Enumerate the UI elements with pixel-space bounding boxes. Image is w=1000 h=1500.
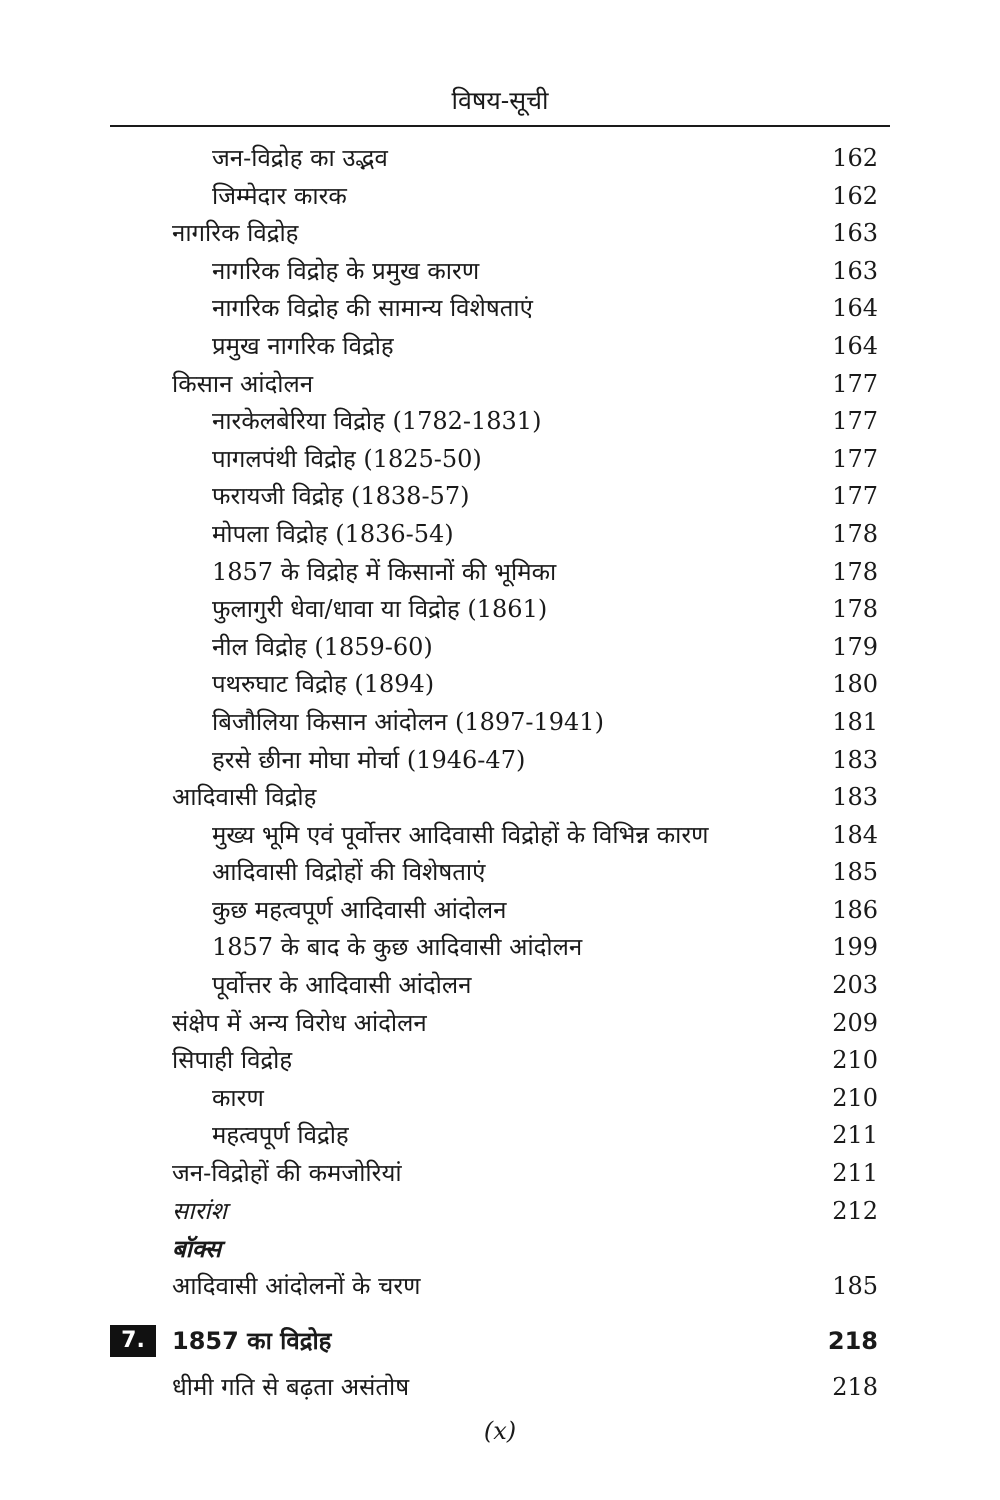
toc-entry-page-number: 179 bbox=[832, 632, 878, 661]
toc-entry[interactable] bbox=[0, 1193, 1000, 1231]
toc-entry[interactable] bbox=[0, 1369, 1000, 1407]
toc-entry-page-number: 177 bbox=[832, 407, 878, 436]
toc-entry-title: जन-विद्रोह का उद्भव bbox=[212, 144, 388, 172]
toc-entry-title: कारण bbox=[212, 1083, 264, 1112]
toc-entry-title: 1857 के विद्रोह में किसानों की भूमिका bbox=[212, 557, 557, 586]
toc-entry[interactable] bbox=[0, 742, 1000, 780]
toc-entry-title: जन-विद्रोहों की कमजोरियां bbox=[172, 1159, 402, 1188]
chapter-gap bbox=[0, 1305, 1000, 1319]
toc-entry-title: पूर्वोत्तर के आदिवासी आंदोलन bbox=[212, 971, 472, 1000]
toc-entry-page-number: 163 bbox=[832, 256, 878, 285]
toc-entry[interactable] bbox=[0, 366, 1000, 404]
toc-entry-title: नागरिक विद्रोह bbox=[172, 219, 299, 248]
toc-entry-page-number: 180 bbox=[832, 670, 878, 699]
toc-entry-title: बिजौलिया किसान आंदोलन (1897-1941) bbox=[212, 707, 604, 736]
toc-entry[interactable] bbox=[0, 178, 1000, 216]
toc-entry[interactable] bbox=[0, 290, 1000, 328]
toc-entry[interactable] bbox=[0, 516, 1000, 554]
toc-entry[interactable] bbox=[0, 478, 1000, 516]
toc-entry[interactable] bbox=[0, 253, 1000, 291]
toc-entry-title: मुख्य भूमि एवं पूर्वोत्तर आदिवासी विद्रोहों के विभिन्न कारण bbox=[212, 820, 709, 849]
toc-entry[interactable] bbox=[0, 892, 1000, 930]
toc-entry[interactable] bbox=[0, 591, 1000, 629]
toc-entry-page-number: 178 bbox=[832, 519, 878, 548]
toc-entry-title: सिपाही विद्रोह bbox=[172, 1046, 293, 1075]
toc-entry-page-number: 177 bbox=[832, 444, 878, 473]
toc-entry-title: नागरिक विद्रोह के प्रमुख कारण bbox=[212, 256, 480, 285]
chapter-number-badge: 7. bbox=[110, 1325, 156, 1357]
toc-entry-page-number: 186 bbox=[832, 895, 878, 924]
toc-entry-title: आदिवासी आंदोलनों के चरण bbox=[172, 1271, 421, 1300]
toc-entry-page-number: 211 bbox=[832, 1121, 878, 1150]
toc-entry[interactable] bbox=[0, 140, 1000, 178]
toc-entry-title: हरसे छीना मोघा मोर्चा (1946-47) bbox=[212, 745, 526, 774]
toc-entry-page-number: 177 bbox=[832, 369, 878, 398]
toc-entry-title: बॉक्स bbox=[172, 1234, 222, 1264]
toc-entry-page-number: 210 bbox=[832, 1046, 878, 1075]
toc-entry-title: आदिवासी विद्रोहों की विशेषताएं bbox=[212, 858, 486, 887]
toc-entry-page-number: 203 bbox=[832, 971, 878, 1000]
toc-entry-title: फरायजी विद्रोह (1838-57) bbox=[212, 482, 470, 511]
toc-entry-page-number: 211 bbox=[832, 1159, 878, 1188]
toc-entry-title: नागरिक विद्रोह की सामान्य विशेषताएं bbox=[212, 294, 533, 323]
toc-entry[interactable] bbox=[0, 629, 1000, 667]
toc-entry-page-number: 164 bbox=[832, 331, 878, 360]
toc-entry-page-number: 183 bbox=[832, 745, 878, 774]
toc-entry-title: मोपला विद्रोह (1836-54) bbox=[212, 519, 454, 548]
toc-entry-page-number: 177 bbox=[832, 482, 878, 511]
toc-entry-title: पथरुघाट विद्रोह (1894) bbox=[212, 670, 435, 699]
toc-entry-page-number: 185 bbox=[832, 858, 878, 887]
toc-entries bbox=[0, 140, 1000, 1305]
toc-entry-title: सारांश bbox=[172, 1196, 227, 1225]
toc-entry-page-number: 162 bbox=[832, 181, 878, 210]
chapter-page-number: 218 bbox=[827, 1327, 878, 1356]
toc-entry[interactable] bbox=[0, 967, 1000, 1005]
toc-entry-title: पागलपंथी विद्रोह (1825-50) bbox=[212, 444, 482, 473]
chapter-title: 1857 का विद्रोह bbox=[172, 1327, 332, 1356]
table-of-contents bbox=[0, 140, 1000, 1407]
toc-entry[interactable] bbox=[0, 441, 1000, 479]
page-header-title: विषय-सूची bbox=[451, 86, 549, 115]
toc-entry-page-number: 178 bbox=[832, 557, 878, 586]
toc-entry-page-number: 199 bbox=[832, 933, 878, 962]
toc-entry[interactable] bbox=[0, 854, 1000, 892]
toc-entry[interactable] bbox=[0, 1268, 1000, 1306]
toc-entry[interactable] bbox=[0, 328, 1000, 366]
toc-entry[interactable] bbox=[0, 1117, 1000, 1155]
toc-entry-title: नील विद्रोह (1859-60) bbox=[212, 632, 433, 661]
toc-entry[interactable] bbox=[0, 554, 1000, 592]
toc-entry-page-number: 183 bbox=[832, 783, 878, 812]
toc-entry[interactable] bbox=[0, 779, 1000, 817]
toc-entry-title: कुछ महत्वपूर्ण आदिवासी आंदोलन bbox=[212, 895, 507, 924]
toc-entry-page-number: 210 bbox=[832, 1083, 878, 1112]
toc-entry-page-number: 163 bbox=[832, 219, 878, 248]
toc-entry-title: जिम्मेदार कारक bbox=[212, 181, 347, 210]
toc-entry-title: संक्षेप में अन्य विरोध आंदोलन bbox=[172, 1008, 427, 1037]
page-number-footer: (x) bbox=[483, 1417, 517, 1445]
toc-entry[interactable] bbox=[0, 704, 1000, 742]
toc-entry[interactable] bbox=[0, 215, 1000, 253]
toc-entry-page-number: 218 bbox=[832, 1373, 878, 1402]
toc-entry-page-number: 178 bbox=[832, 595, 878, 624]
toc-entry-page-number: 185 bbox=[832, 1271, 878, 1300]
toc-entry-title: आदिवासी विद्रोह bbox=[172, 783, 317, 812]
toc-entry-title: 1857 के बाद के कुछ आदिवासी आंदोलन bbox=[212, 933, 583, 962]
toc-entry-page-number: 209 bbox=[832, 1008, 878, 1037]
toc-entry-title: महत्वपूर्ण विद्रोह bbox=[212, 1121, 349, 1150]
toc-entry[interactable] bbox=[0, 403, 1000, 441]
chapter-heading[interactable] bbox=[0, 1319, 1000, 1363]
toc-entries-after-chapter bbox=[0, 1369, 1000, 1407]
toc-entry-page-number: 164 bbox=[832, 294, 878, 323]
toc-entry-title: किसान आंदोलन bbox=[172, 369, 314, 398]
toc-entry-page-number: 212 bbox=[832, 1196, 878, 1225]
header-rule bbox=[110, 125, 890, 127]
toc-entry[interactable] bbox=[0, 1080, 1000, 1118]
toc-entry[interactable] bbox=[0, 1005, 1000, 1043]
toc-entry-title: फुलागुरी धेवा/धावा या विद्रोह (1861) bbox=[212, 595, 548, 624]
toc-entry[interactable] bbox=[0, 929, 1000, 967]
toc-entry-page-number: 184 bbox=[832, 820, 878, 849]
toc-entry[interactable] bbox=[0, 1042, 1000, 1080]
toc-entry[interactable] bbox=[0, 666, 1000, 704]
toc-entry[interactable] bbox=[0, 817, 1000, 855]
toc-entry[interactable] bbox=[0, 1230, 1000, 1268]
toc-entry-title: प्रमुख नागरिक विद्रोह bbox=[212, 331, 394, 360]
toc-entry-page-number: 162 bbox=[832, 144, 878, 172]
toc-entry-title: धीमी गति से बढ़ता असंतोष bbox=[172, 1373, 410, 1402]
toc-entry[interactable] bbox=[0, 1155, 1000, 1193]
toc-entry-title: नारकेलबेरिया विद्रोह (1782-1831) bbox=[212, 407, 542, 436]
toc-entry-page-number: 181 bbox=[832, 707, 878, 736]
